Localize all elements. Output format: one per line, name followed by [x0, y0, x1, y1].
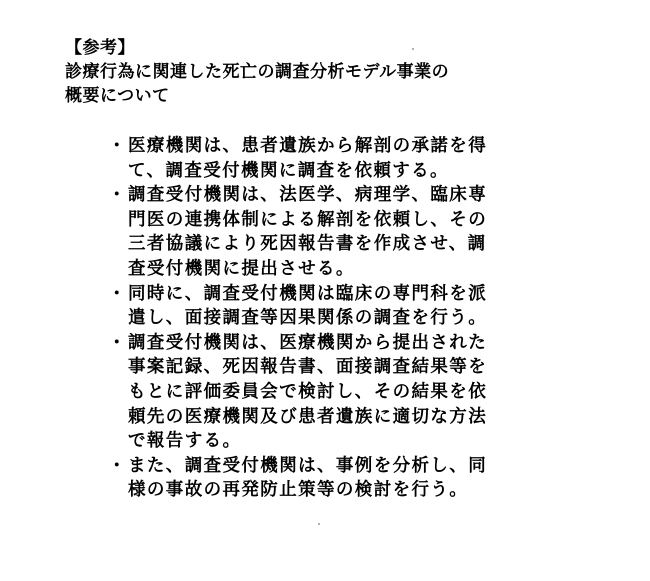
bullet-mark: ・: [108, 455, 127, 476]
bullet-text-line: 査受付機関に提出させる。: [128, 258, 355, 279]
bullet-text-line: 事案記録、死因報告書、面接調査結果等を: [128, 357, 488, 378]
bullet-text-line: 医療機関は、患者遺族から解剖の承諾を得: [128, 136, 488, 156]
bullet-text-line: 門医の連携体制による解剖を依頼し、その: [128, 209, 488, 230]
bullet-list: [108, 134, 568, 503]
bullet-item: [108, 454, 568, 503]
bullet-text-line: 様の事故の再発防止策等の検討を行う。: [128, 480, 469, 501]
bullet-text-line: 調査受付機関は、法医学、病理学、臨床専: [128, 185, 488, 206]
document-title-line-1: 診療行為に関連した死亡の調査分析モデル事業の: [65, 62, 450, 82]
bullet-item: [108, 331, 568, 454]
scan-speck: [318, 523, 320, 525]
document-header: [65, 36, 449, 108]
bullet-item: [108, 134, 568, 183]
reference-label: 【参考】: [65, 38, 135, 58]
bullet-text-line: 三者協議により死因報告書を作成させ、調: [128, 234, 487, 255]
bullet-text-line: て、調査受付機関に調査を依頼する。: [128, 160, 449, 181]
bullet-text-line: また、調査受付機関は、事例を分析し、同: [128, 455, 488, 476]
bullet-text-line: で報告する。: [128, 431, 242, 452]
bullet-text-line: 同時に、調査受付機関は臨床の専門科を派: [128, 283, 488, 304]
document-title-line-2: 概要について: [65, 86, 170, 106]
bullet-text-line: 調査受付機関は、医療機関から提出された: [128, 332, 488, 353]
bullet-text-line: 頼先の医療機関及び患者遺族に適切な方法: [128, 406, 488, 427]
bullet-mark: ・: [108, 332, 127, 353]
bullet-mark: ・: [108, 185, 127, 206]
bullet-text-line: 遣し、面接調査等因果関係の調査を行う。: [128, 308, 488, 329]
bullet-item: [108, 282, 568, 331]
bullet-mark: ・: [108, 283, 127, 304]
bullet-mark: ・: [108, 136, 127, 156]
scan-speck: [412, 48, 414, 50]
bullet-text-line: もとに評価委員会で検討し、その結果を依: [128, 381, 488, 402]
bullet-item: [108, 183, 568, 281]
